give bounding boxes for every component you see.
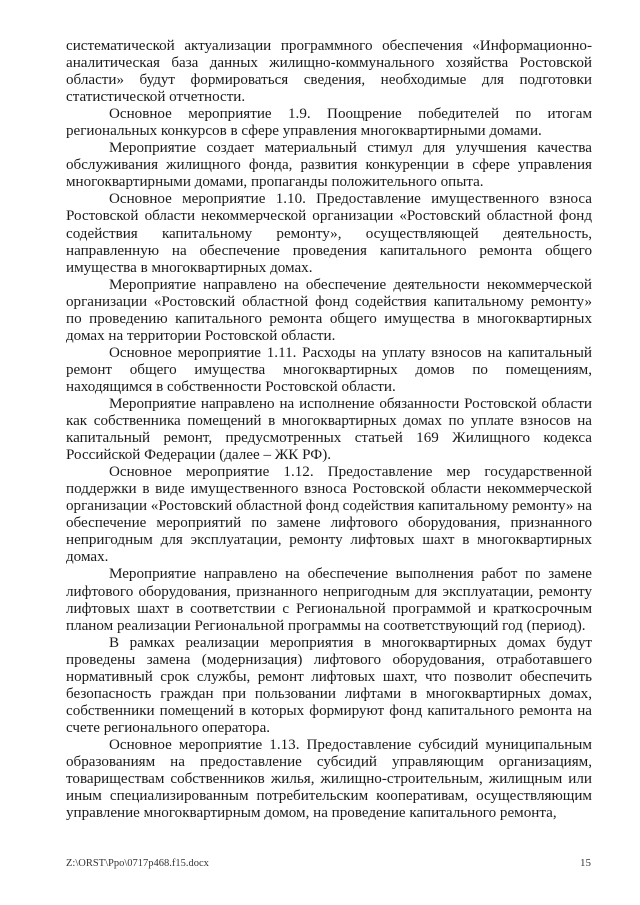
paragraph-measure-1-9-description: Мероприятие создает материальный стимул для улучшения качества обслуживания жилищного фонда, развития конкуренции в сфере управления многоквартирными домами, пропаганды положительного опыта. xyxy=(66,140,592,191)
paragraph-measure-1-12: Основное мероприятие 1.12. Предоставление мер государственной поддержки в виде имущественного взноса Ростовской области некоммерческой организации «Ростовский областной фонд содействия капитальному ремонту» на обеспечение мероприятий по замене лифтового оборудования, признанного непригодным для эксплуатации, ремонту лифтовых шахт в многоквартирных домах. xyxy=(66,464,592,566)
paragraph-measure-1-11-description: Мероприятие направлено на исполнение обязанности Ростовской области как собственника помещений в многоквартирных домах по уплате взносов на капитальный ремонт, предусмотренных статьей 169 Жилищного кодекса Российской Федерации (далее – ЖК РФ). xyxy=(66,395,592,464)
page-number: 15 xyxy=(580,857,591,869)
paragraph-measure-1-13: Основное мероприятие 1.13. Предоставление субсидий муниципальным образованиям на предоставление субсидий управляющим организациям, товариществам собственников жилья, жилищно-строительным, жилищным или иным специализированным потребительским кооперативам, осуществляющим управление многоквартирным домом, на проведение капитального ремонта, xyxy=(66,736,592,822)
paragraph-measure-1-12-description: Мероприятие направлено на обеспечение выполнения работ по замене лифтового оборудования, признанного непригодным для эксплуатации, ремонту лифтовых шахт в соответствии с Региональной программой и краткосрочным планом реализации Региональной программы на соответствующий год (период). xyxy=(66,566,592,634)
footer-file-path: Z:\ORST\Ppo\0717p468.f15.docx xyxy=(66,858,209,869)
paragraph-measure-1-9: Основное мероприятие 1.9. Поощрение победителей по итогам региональных конкурсов в сфере управления многоквартирными домами. xyxy=(66,106,592,140)
paragraph-measure-1-10-description: Мероприятие направлено на обеспечение деятельности некоммерческой организации «Ростовский областной фонд содействия капитальному ремонту» по проведению капитального ремонта общего имущества в многоквартирных домах на территории Ростовской области. xyxy=(66,276,592,344)
paragraph-measure-1-12-details: В рамках реализации мероприятия в многоквартирных домах будут проведены замена (модернизация) лифтового оборудования, отработавшего нормативный срок службы, ремонт лифтовых шахт, что позволит обеспечить безопасность граждан при пользовании лифтами в многоквартирных домах, собственники помещений в которых формируют фонд капитального ремонта на счете регионального оператора. xyxy=(66,634,592,736)
paragraph-measure-1-10: Основное мероприятие 1.10. Предоставление имущественного взноса Ростовской области некоммерческой организации «Ростовский областной фонд содействия капитальному ремонту», осуществляющей деятельность, направленную на обеспечение проведения капитального ремонта общего имущества в многоквартирных домах. xyxy=(66,191,592,276)
document-body xyxy=(66,38,592,822)
paragraph-continuation: систематической актуализации программного обеспечения «Информационно-аналитическая база данных жилищно-коммунального хозяйства Ростовской области» будут формироваться сведения, необходимые для подготовки статистической отчетности. xyxy=(66,38,592,106)
paragraph-measure-1-11: Основное мероприятие 1.11. Расходы на уплату взносов на капитальный ремонт общего имущества многоквартирных домов по помещениям, находящимся в собственности Ростовской области. xyxy=(66,344,592,395)
